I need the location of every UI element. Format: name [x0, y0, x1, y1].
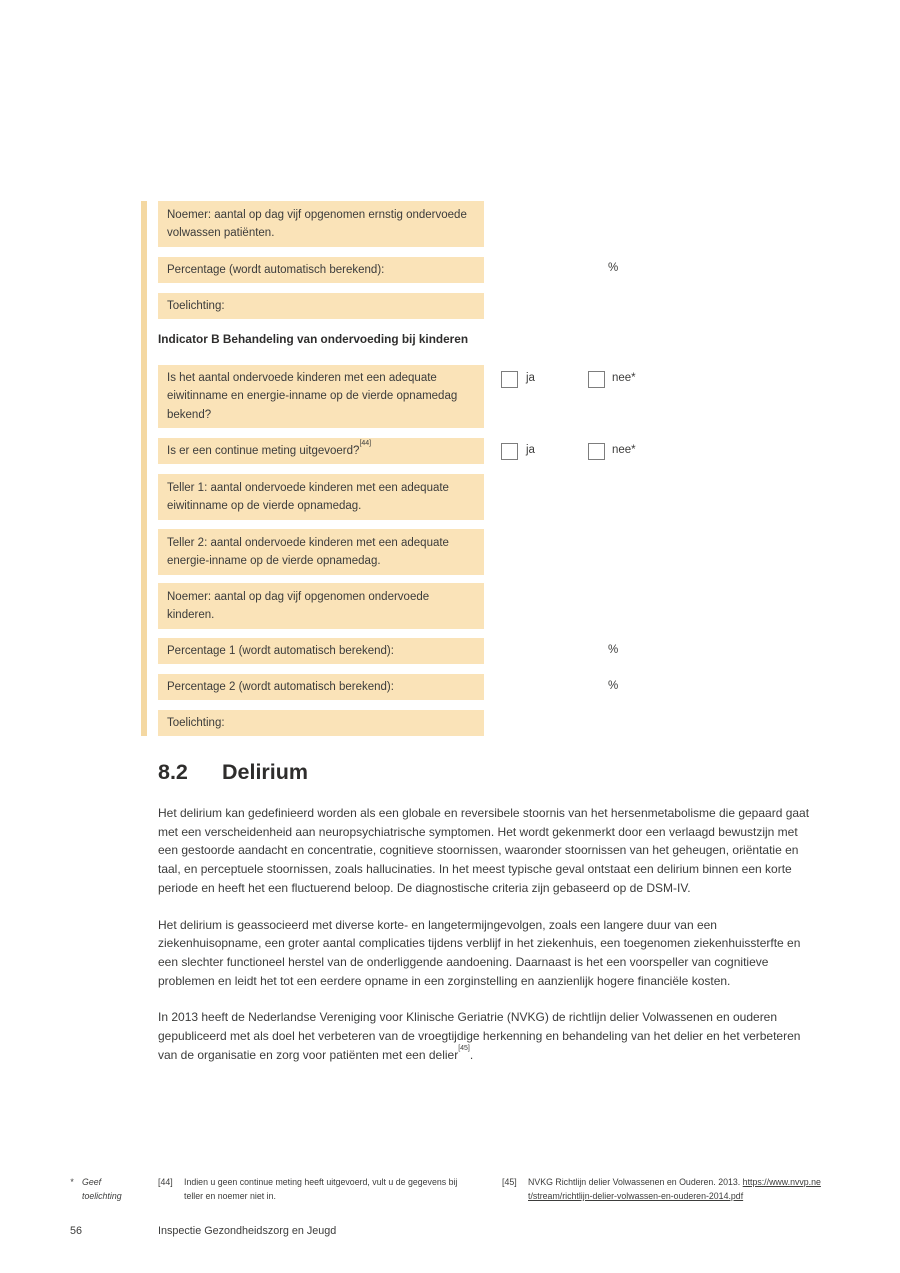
form-field-vraag-eiwitinname-bekend[interactable] — [158, 365, 484, 428]
checkbox-ja-label-1: ja — [526, 372, 535, 384]
form-field-teller-1[interactable] — [158, 474, 484, 520]
checkbox-ja-1[interactable] — [501, 371, 518, 388]
percent-symbol: % — [608, 680, 619, 692]
footnote-marker: * — [70, 1177, 74, 1187]
paragraph-2: Het delirium is geassocieerd met diverse korte- en langetermijngevolgen, zoals een langere duur van een ziekenhuisopname, een groter aantal complicaties tijdens verblijf in het ziekenhuis, een toegenomen ziekenhuissterfte en een slechter functioneel herstel van de onderliggende aandoening. Daarnaast is het een voorspeller van cognitieve problemen en leidt het tot een eerdere opname in een zorginstelling en aanzienlijk hogere financiële kosten. — [158, 917, 801, 988]
field-label: Noemer: aantal op dag vijf opgenomen ernstig ondervoede volwassen patiënten. — [167, 208, 467, 239]
field-label: Teller 1: aantal ondervoede kinderen met een adequate eiwitinname op de vierde opnamedag. — [167, 481, 449, 512]
footnote-ref-45: [45] — [458, 1044, 470, 1052]
section-body — [158, 804, 820, 1082]
form-field-toelichting-volwassenen[interactable] — [158, 293, 484, 319]
checkbox-ja-2[interactable] — [501, 443, 518, 460]
checkbox-nee-label-2: nee* — [612, 444, 636, 456]
indicator-b-heading: Indicator B Behandeling van ondervoeding bij kinderen — [158, 332, 469, 346]
field-label: Is het aantal ondervoede kinderen met een adequate eiwitinname en energie-inname op de vierde opnamedag bekend? — [167, 372, 458, 421]
section-heading — [158, 759, 308, 786]
field-label: Toelichting: — [167, 716, 225, 729]
field-label: Percentage 2 (wordt automatisch berekend): — [167, 680, 394, 693]
form-field-percentage-2[interactable] — [158, 674, 484, 700]
footnote-text: Indien u geen continue meting heeft uitgevoerd, vult u de gegevens bij teller en noemer niet in. — [184, 1177, 458, 1201]
form-field-percentage-1[interactable] — [158, 638, 484, 664]
form-field-teller-2[interactable] — [158, 529, 484, 575]
form-field-percentage-volwassenen[interactable] — [158, 257, 484, 283]
checkbox-ja-label-2: ja — [526, 444, 535, 456]
percent-symbol: % — [608, 262, 619, 274]
footnote-45-link[interactable]: https://www.nvvp.net/stream/richtlijn-delier-volwassen-en-ouderen-2014.pdf — [528, 1177, 821, 1201]
field-label: Is er een continue meting uitgevoerd?[44] — [167, 440, 372, 457]
field-label: Percentage 1 (wordt automatisch berekend): — [167, 644, 394, 657]
form-field-noemer-volwassenen[interactable] — [158, 201, 484, 247]
section-title: Delirium — [222, 760, 309, 784]
checkbox-nee-2[interactable] — [588, 443, 605, 460]
form-field-vraag-continue-meting[interactable] — [158, 438, 484, 464]
percent-symbol: % — [608, 644, 619, 656]
field-label: Toelichting: — [167, 299, 225, 312]
field-label: Noemer: aantal op dag vijf opgenomen ondervoede kinderen. — [167, 590, 430, 621]
footnote-marker: [44] — [158, 1177, 173, 1187]
section-number: 8.2 — [158, 760, 188, 784]
footnote-ref-44: [44] — [359, 440, 372, 448]
footnote-text: Geef toelichting — [82, 1177, 122, 1201]
paragraph-3: In 2013 heeft de Nederlandse Vereniging voor Klinische Geriatrie (NVKG) de richtlijn delier Volwassenen en ouderen gepubliceerd met als doel het verbeteren van de vroegtijdige herkenning en behandeling van het delier en het verbeteren van de organisatie en zorg voor patiënten met een delier[45]. — [158, 1010, 801, 1062]
form-field-toelichting-kinderen[interactable] — [158, 710, 484, 736]
footnote-asterisk — [70, 1176, 130, 1204]
footnote-45 — [502, 1176, 824, 1204]
paragraph-1: Het delirium kan gedefinieerd worden als een globale en reversibele stoornis van het hersenmetabolisme die gepaard gaat met een verscheidenheid aan neuropsychiatrische symptomen. Het wordt gekenmerkt door een verlaagd bewustzijn met een gestoorde aandacht en concentratie, cognitieve stoornissen, waaronder stoornissen van het geheugen, oriëntatie en taal, en perceptuele stoornissen, zoals hallucinaties. In het meest typische geval ontstaat een delirium binnen een korte periode en heeft het een fluctuerend beloop. De diagnostische criteria zijn gebaseerd op de DSM-IV. — [158, 806, 810, 895]
field-label: Percentage (wordt automatisch berekend): — [167, 263, 385, 276]
checkbox-nee-label-1: nee* — [612, 372, 636, 384]
page-number: 56 — [70, 1225, 83, 1237]
field-label: Teller 2: aantal ondervoede kinderen met een adequate energie-inname op de vierde opnamedag. — [167, 536, 449, 567]
footnote-44 — [158, 1176, 478, 1204]
footnote-text: NVKG Richtlijn delier Volwassenen en Ouderen. 2013. https://www.nvvp.net/stream/richtlijn-delier-volwassen-en-ouderen-2014.pdf — [528, 1177, 821, 1201]
checkbox-nee-1[interactable] — [588, 371, 605, 388]
form-field-noemer-kinderen[interactable] — [158, 583, 484, 629]
footnote-marker: [45] — [502, 1177, 517, 1187]
form-accent-bar — [141, 201, 147, 736]
publisher-footer: Inspectie Gezondheidszorg en Jeugd — [158, 1225, 337, 1237]
